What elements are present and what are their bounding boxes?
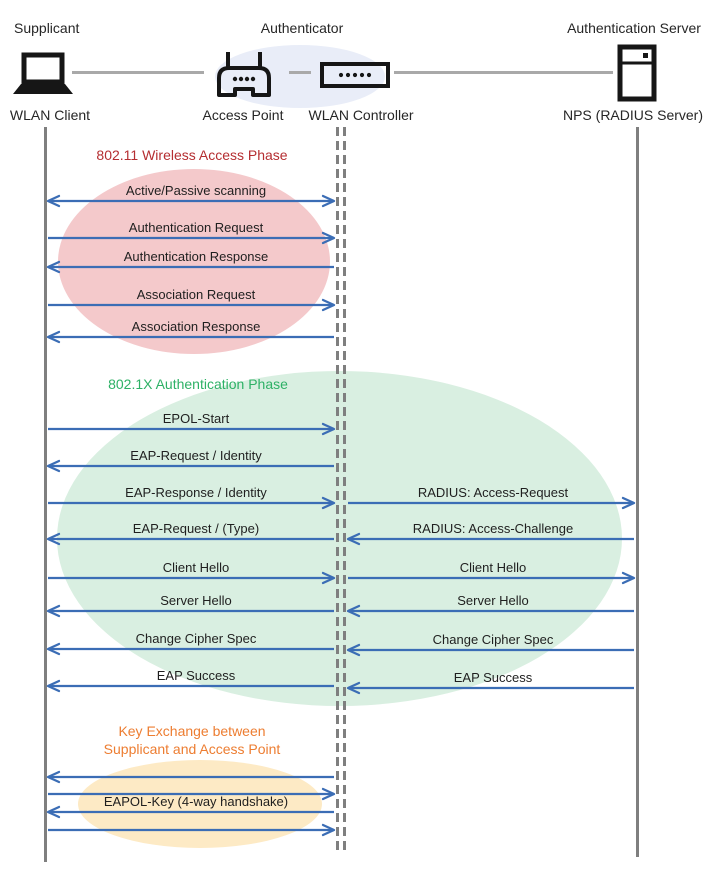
device-wlan-client-label: WLAN Client [9,107,91,123]
message-label: Association Response [131,319,261,334]
laptop-icon [13,52,73,101]
message-label: EAP-Response / Identity [125,485,267,500]
role-supplicant-label: Supplicant [14,20,80,36]
message-label: Active/Passive scanning [125,183,267,198]
device-nps-label: NPS (RADIUS Server) [562,107,704,123]
controller-lifeline-right [343,127,346,852]
message-label: Change Cipher Spec [135,631,257,646]
link-client-ap [72,71,204,74]
phase2-title: 802.1X Authentication Phase [108,376,288,392]
message-label: Client Hello [459,560,527,575]
access-point-icon [213,50,275,103]
message-label: RADIUS: Access-Challenge [412,521,574,536]
message-label: EAP Success [156,668,236,683]
message-label: Client Hello [162,560,230,575]
device-access-point-label: Access Point [202,107,284,123]
phase1-title: 802.11 Wireless Access Phase [96,147,288,163]
phase3-title: Key Exchange between Supplicant and Access Point [103,723,281,757]
link-ap-controller [289,71,311,74]
message-label: EAP-Request / Identity [130,448,262,463]
arrow-right-icon [45,822,337,838]
role-authenticator-label: Authenticator [260,20,344,36]
message-label: EAP Success [453,670,533,685]
message-label: Server Hello [457,593,529,608]
server-icon [617,44,657,107]
arrow-left-icon [45,769,337,785]
message-label: Server Hello [160,593,232,608]
message-label: EAPOL-Key (4-way handshake) [103,794,289,809]
message-label: Association Request [136,287,256,302]
message-label: Authentication Response [123,249,269,264]
role-auth-server-label: Authentication Server [567,20,701,36]
link-controller-server [394,71,613,74]
device-wlan-controller-label: WLAN Controller [308,107,414,123]
message-label: EPOL-Start [162,411,230,426]
message-label: Authentication Request [128,220,264,235]
message-label: Change Cipher Spec [432,632,554,647]
message-label: EAP-Request / (Type) [132,521,260,536]
message-label: RADIUS: Access-Request [417,485,569,500]
wlan-controller-icon [320,62,390,93]
